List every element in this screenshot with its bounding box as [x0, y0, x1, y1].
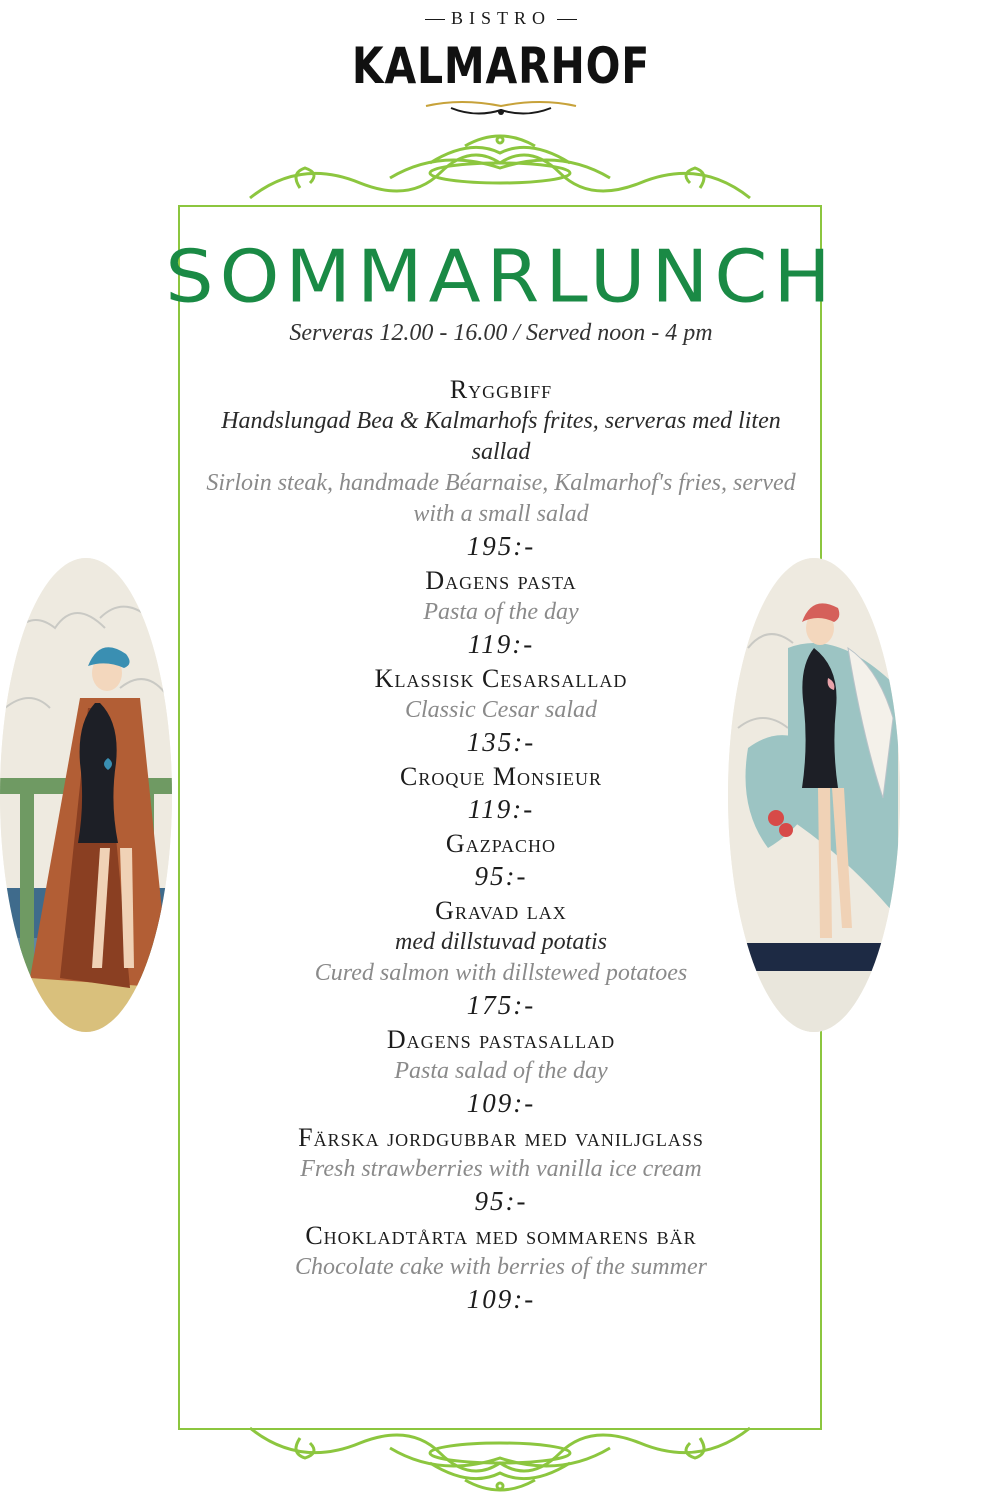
dish-name: Klassisk Cesarsallad	[374, 664, 628, 693]
bottom-flourish-icon	[240, 1418, 760, 1498]
dish-price: 109:-	[466, 1284, 536, 1314]
woman-shawl-illustration-icon	[728, 558, 900, 1032]
menu-item	[200, 894, 802, 1021]
menu-item	[200, 827, 802, 892]
dish-description-english: Chocolate cake with berries of the summer	[295, 1254, 707, 1280]
dish-description-english: Pasta salad of the day	[394, 1058, 608, 1084]
dish-price: 119:-	[467, 629, 535, 659]
logo-kalmarhof-text: KALMARHOF	[351, 37, 651, 95]
page-title: SOMMARLUNCH	[165, 234, 837, 319]
menu-item	[200, 1023, 802, 1119]
dish-name: Färska jordgubbar med vaniljglass	[298, 1123, 704, 1152]
dish-description-english: Pasta of the day	[423, 599, 579, 625]
logo-flourish-icon	[421, 96, 581, 120]
left-illustration	[0, 558, 172, 1032]
woman-robe-illustration-icon	[0, 558, 172, 1032]
dish-description-english: Cured salmon with dillstewed potatoes	[314, 960, 688, 986]
dish-description-english: Sirloin steak, handmade Béarnaise, Kalmarhof's fries, served with a small salad	[206, 470, 796, 527]
menu-item	[200, 373, 802, 562]
menu-item	[200, 564, 802, 660]
dish-name: Ryggbiff	[449, 375, 553, 404]
dish-price: 175:-	[466, 990, 536, 1020]
dish-price: 95:-	[474, 861, 528, 891]
dish-price: 195:-	[466, 531, 536, 561]
logo-bistro-text: BISTRO	[450, 8, 551, 28]
dish-name: Gazpacho	[445, 829, 557, 858]
menu-item	[200, 1219, 802, 1315]
dish-name: Gravad lax	[435, 896, 567, 925]
menu-list	[200, 373, 802, 1317]
bistro-logo	[0, 0, 1002, 120]
dish-description-english: Fresh strawberries with vanilla ice cream	[300, 1156, 702, 1182]
dish-price: 119:-	[467, 794, 535, 824]
dish-name: Dagens pasta	[425, 566, 577, 595]
logo-rule-left	[425, 19, 445, 20]
dish-price: 109:-	[466, 1088, 536, 1118]
dish-description-swedish: Handslungad Bea & Kalmarhofs frites, serveras med liten sallad	[221, 408, 781, 465]
dish-price: 95:-	[474, 1186, 528, 1216]
logo-rule-right	[557, 19, 577, 20]
dish-price: 135:-	[466, 727, 536, 757]
dish-description-english: Classic Cesar salad	[404, 697, 598, 723]
right-illustration	[728, 558, 900, 1032]
top-flourish-icon	[240, 128, 760, 208]
dish-name: Chokladtårta med sommarens bär	[305, 1221, 697, 1250]
dish-name: Dagens pastasallad	[386, 1025, 616, 1054]
menu-item	[200, 662, 802, 758]
serving-hours: Serveras 12.00 - 16.00 / Served noon - 4 pm	[289, 320, 713, 346]
menu-item	[200, 1121, 802, 1217]
dish-description-swedish: med dillstuvad potatis	[395, 929, 607, 955]
menu-item	[200, 760, 802, 825]
dish-name: Croque Monsieur	[400, 762, 602, 791]
